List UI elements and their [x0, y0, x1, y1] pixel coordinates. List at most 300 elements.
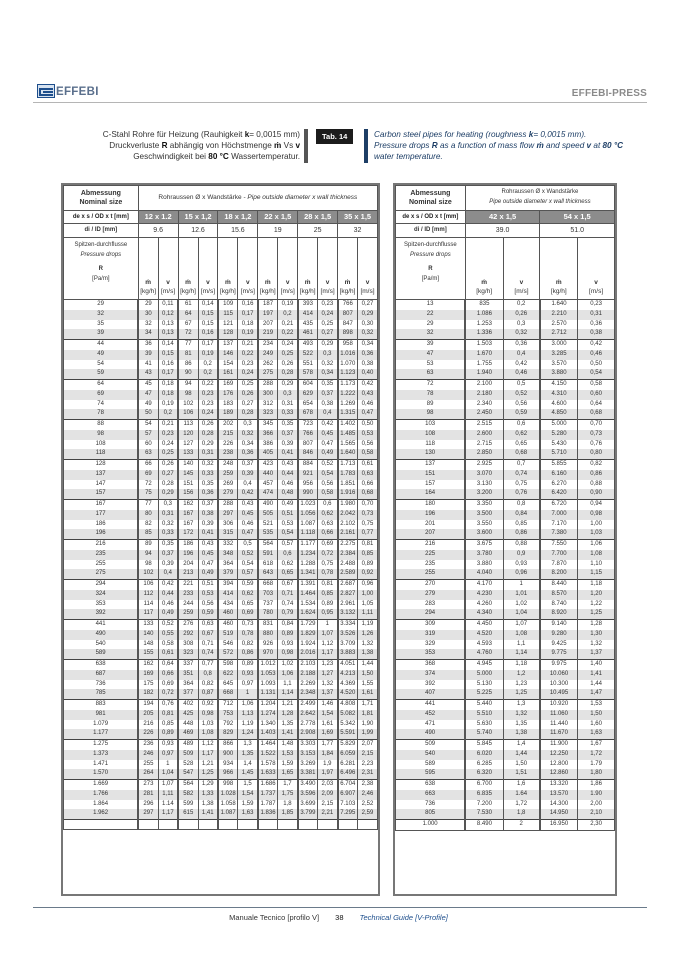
pressure-drop-cell: 47 [396, 350, 466, 360]
mass-flow-cell: 469 [178, 729, 198, 739]
mass-flow-cell: 16.950 [540, 820, 578, 831]
mass-flow-cell: 8.740 [540, 600, 578, 610]
velocity-cell: 1,44 [578, 680, 615, 690]
logo-text: EFFEBI [56, 86, 99, 98]
pressure-drop-cell: 98 [64, 430, 139, 440]
table-row [396, 670, 615, 680]
velocity-cell: 1,8 [278, 800, 298, 810]
pipe-size-header: 35 x 1,5 [338, 211, 378, 224]
velocity-cell: 1,06 [578, 540, 615, 550]
velocity-cell: 0,21 [158, 420, 178, 430]
mass-flow-cell: 2.103 [298, 660, 318, 670]
velocity-cell: 0,49 [318, 449, 338, 459]
pressure-drop-cell: 283 [396, 600, 466, 610]
mass-flow-cell: 5.225 [465, 689, 503, 699]
velocity-cell: 0,14 [158, 340, 178, 350]
mass-flow-cell: 259 [218, 470, 238, 480]
velocity-cell: 0,18 [158, 390, 178, 400]
mass-flow-cell: 5.510 [465, 710, 503, 720]
mass-flow-cell: 248 [218, 460, 238, 470]
velocity-cell: 1,71 [358, 700, 378, 710]
velocity-cell: 0,15 [158, 350, 178, 360]
velocity-cell: 1,77 [318, 740, 338, 750]
inner-diameter-value: 39.0 [465, 224, 540, 238]
table-row [396, 350, 615, 360]
velocity-cell: 1,55 [358, 680, 378, 690]
pressure-drop-cell: 74 [64, 400, 139, 410]
mass-flow-cell: 3.132 [338, 609, 358, 619]
velocity-cell: 2,23 [358, 760, 378, 770]
mass-flow-cell: 255 [138, 760, 158, 770]
mass-flow-cell: 12.860 [540, 769, 578, 779]
mass-flow-cell: 1.391 [298, 580, 318, 590]
velocity-cell: 0,35 [318, 380, 338, 390]
pressure-drop-cell: 78 [64, 409, 139, 419]
mass-flow-cell: 615 [178, 809, 198, 819]
mass-flow-cell: 703 [258, 590, 278, 600]
velocity-cell: 0,70 [358, 500, 378, 510]
velocity-cell: 1,48 [278, 740, 298, 750]
effebi-logo [37, 84, 99, 98]
mass-flow-cell: 1.713 [338, 460, 358, 470]
mass-flow-cell: 140 [138, 630, 158, 640]
od-label: de x s / OD x t [mm] [64, 211, 139, 224]
velocity-cell: 0,88 [578, 480, 615, 490]
velocity-cell: 0,98 [278, 649, 298, 659]
table-row [396, 320, 615, 330]
velocity-cell: 0,73 [578, 430, 615, 440]
mass-flow-cell: 12.800 [540, 760, 578, 770]
velocity-cell [238, 820, 258, 830]
mass-flow-cell: 1.787 [258, 800, 278, 810]
mass-flow-cell: 276 [178, 620, 198, 630]
pressure-drop-cell: 137 [396, 460, 466, 470]
mass-flow-cell: 297 [138, 809, 158, 819]
velocity-cell: 0,86 [238, 649, 258, 659]
velocity-cell: 0,24 [198, 409, 218, 419]
velocity-cell: 1,41 [198, 809, 218, 819]
table-row [396, 580, 615, 590]
velocity-cell: 0,81 [358, 540, 378, 550]
mass-flow-cell: 215 [218, 430, 238, 440]
pressure-drop-cell [64, 820, 139, 830]
mass-flow-cell: 4.593 [465, 640, 503, 650]
mass-flow-unit-header: ṁ [kg/h] [218, 238, 238, 300]
mass-flow-cell: 966 [218, 769, 238, 779]
mass-flow-cell: 3.334 [338, 620, 358, 630]
mass-flow-cell: 493 [298, 340, 318, 350]
mass-flow-cell: 10.920 [540, 700, 578, 710]
velocity-cell: 0,5 [238, 540, 258, 550]
velocity-cell: 1,08 [503, 630, 540, 640]
mass-flow-cell: 3.880 [540, 369, 578, 379]
velocity-cell: 0,70 [578, 420, 615, 430]
table-row [64, 790, 378, 800]
footer-manual-title: Manuale Tecnico [profilo V] [229, 913, 320, 922]
table-row [396, 500, 615, 510]
mass-flow-cell: 528 [178, 760, 198, 770]
mass-flow-cell: 11.440 [540, 720, 578, 730]
mass-flow-cell: 197 [258, 310, 278, 320]
velocity-cell: 0,19 [198, 350, 218, 360]
mass-flow-cell: 72 [178, 329, 198, 339]
velocity-cell: 0,6 [503, 420, 540, 430]
mass-flow-cell: 712 [218, 700, 238, 710]
velocity-cell: 0,94 [578, 500, 615, 510]
table-row [64, 529, 378, 539]
velocity-cell: 0,85 [158, 720, 178, 730]
velocity-cell: 1,17 [318, 649, 338, 659]
mass-flow-cell: 434 [218, 600, 238, 610]
mass-flow-cell: 246 [138, 750, 158, 760]
velocity-cell: 0,82 [578, 460, 615, 470]
velocity-cell: 2,46 [358, 790, 378, 800]
mass-flow-cell: 114 [138, 600, 158, 610]
table-row [396, 820, 615, 831]
pressure-drop-cell: 1.275 [64, 740, 139, 750]
velocity-cell: 1,1 [503, 640, 540, 650]
table-row [64, 649, 378, 659]
velocity-cell: 1,45 [238, 769, 258, 779]
velocity-cell: 0,74 [278, 600, 298, 610]
velocity-cell: 0,46 [158, 600, 178, 610]
mass-flow-cell: 1.288 [298, 560, 318, 570]
velocity-cell: 0,85 [358, 550, 378, 560]
velocity-cell: 0,54 [578, 369, 615, 379]
velocity-cell: 1,9 [318, 760, 338, 770]
title-accent-bar-right [364, 129, 368, 163]
mass-flow-unit-header: ṁ [kg/h] [178, 238, 198, 300]
mass-flow-cell: 1.118 [298, 529, 318, 539]
pressure-drop-cell: 589 [396, 760, 466, 770]
velocity-cell: 0,43 [278, 460, 298, 470]
pressure-drop-cell: 1.766 [64, 790, 139, 800]
mass-flow-cell: 54 [138, 420, 158, 430]
velocity-cell: 0,98 [198, 710, 218, 720]
velocity-cell: 0,59 [198, 609, 218, 619]
velocity-cell: 1,11 [158, 790, 178, 800]
mass-flow-cell: 1.340 [258, 720, 278, 730]
velocity-cell: 0,23 [318, 300, 338, 310]
velocity-cell: 0,26 [158, 460, 178, 470]
velocity-cell: 0,51 [198, 580, 218, 590]
table-row [64, 700, 378, 710]
velocity-cell: 0,85 [503, 520, 540, 530]
mass-flow-cell: 275 [258, 369, 278, 379]
mass-flow-cell: 519 [218, 630, 238, 640]
velocity-cell: 0,26 [198, 420, 218, 430]
mass-flow-cell: 1.402 [338, 420, 358, 430]
velocity-cell: 0,38 [318, 400, 338, 410]
mass-flow-cell: 186 [178, 540, 198, 550]
velocity-cell: 1,4 [238, 760, 258, 770]
mass-flow-cell: 4.170 [465, 580, 503, 590]
mass-flow-cell: 61 [178, 300, 198, 310]
mass-flow-cell: 1.534 [298, 600, 318, 610]
velocity-cell: 0,76 [158, 700, 178, 710]
mass-flow-cell: 50 [138, 409, 158, 419]
velocity-cell: 0,69 [238, 609, 258, 619]
table-row [396, 529, 615, 539]
table-row [64, 510, 378, 520]
velocity-cell: 0,36 [238, 449, 258, 459]
velocity-cell: 1,02 [278, 660, 298, 670]
mass-flow-cell: 11.670 [540, 729, 578, 739]
table-row [396, 540, 615, 550]
mass-flow-cell: 6.281 [338, 760, 358, 770]
velocity-cell: 0,47 [358, 409, 378, 419]
mass-flow-cell: 77 [178, 340, 198, 350]
velocity-cell: 1,84 [318, 750, 338, 760]
velocity-cell: 0,66 [358, 480, 378, 490]
outside-diameter-row [64, 211, 378, 224]
mass-flow-cell: 1.058 [218, 800, 238, 810]
velocity-cell: 1,59 [278, 760, 298, 770]
mass-flow-cell: 2.100 [465, 380, 503, 390]
velocity-cell: 1,63 [238, 809, 258, 819]
mass-flow-cell: 5.280 [540, 430, 578, 440]
mass-flow-cell: 831 [258, 620, 278, 630]
pressure-drop-cell: 108 [64, 440, 139, 450]
mass-flow-cell: 102 [178, 400, 198, 410]
table-row [396, 440, 615, 450]
table-row [64, 360, 378, 370]
mass-flow-cell: 4.760 [465, 649, 503, 659]
mass-flow-cell: 4.369 [338, 680, 358, 690]
pressure-drop-cell: 687 [64, 670, 139, 680]
velocity-cell: 0,47 [198, 560, 218, 570]
pressure-drop-cell: 29 [64, 300, 139, 310]
velocity-cell: 0,39 [198, 520, 218, 530]
mass-flow-cell: 1.336 [465, 329, 503, 339]
mass-flow-cell: 6.160 [540, 470, 578, 480]
velocity-cell: 0,37 [198, 500, 218, 510]
header-divider [33, 102, 647, 103]
pressure-drop-cell: 128 [64, 460, 139, 470]
mass-flow-cell: 1.253 [465, 320, 503, 330]
mass-flow-cell: 2.827 [338, 590, 358, 600]
mass-flow-cell: 306 [218, 520, 238, 530]
mass-flow-cell: 2.908 [298, 729, 318, 739]
table-row [64, 400, 378, 410]
velocity-cell: 1,8 [503, 809, 540, 819]
velocity-cell: 0,36 [358, 350, 378, 360]
velocity-cell: 0,37 [278, 430, 298, 440]
velocity-cell: 1,86 [578, 780, 615, 790]
mass-flow-cell: 3.285 [540, 350, 578, 360]
velocity-cell: 1,35 [278, 720, 298, 730]
mass-flow-cell: 69 [138, 470, 158, 480]
velocity-cell: 1,05 [358, 600, 378, 610]
table-row [64, 689, 378, 699]
velocity-cell: 1,17 [198, 750, 218, 760]
velocity-cell: 0,4 [158, 569, 178, 579]
mass-flow-cell: 3.500 [465, 510, 503, 520]
velocity-cell: 0,15 [198, 310, 218, 320]
title-english: Carbon steel pipes for heating (roughness k= 0,0015 mm). Pressure drops R as a function of mass flow ṁ and speed v at 80 °C water temperature. [374, 130, 624, 161]
velocity-cell: 0,42 [578, 340, 615, 350]
mass-flow-cell: 753 [218, 710, 238, 720]
velocity-cell: 1,47 [578, 689, 615, 699]
velocity-cell: 0,78 [238, 630, 258, 640]
velocity-cell: 0,52 [238, 550, 258, 560]
mass-flow-cell: 474 [258, 489, 278, 499]
table-row [396, 660, 615, 670]
velocity-cell: 1,41 [278, 729, 298, 739]
velocity-cell: 1,21 [198, 760, 218, 770]
velocity-cell: 1,38 [503, 729, 540, 739]
mass-flow-cell: 194 [138, 700, 158, 710]
velocity-cell: 0,42 [503, 360, 540, 370]
mass-flow-cell: 7.103 [338, 800, 358, 810]
velocity-cell: 0,65 [278, 569, 298, 579]
velocity-unit-header: v [m/s] [238, 238, 258, 300]
mass-flow-cell: 926 [258, 640, 278, 650]
mass-flow-cell: 98 [178, 390, 198, 400]
footer-divider [33, 907, 647, 908]
mass-flow-cell: 509 [178, 750, 198, 760]
mass-flow-cell: 521 [258, 520, 278, 530]
velocity-cell: 0,25 [278, 350, 298, 360]
mass-flow-cell: 315 [218, 529, 238, 539]
velocity-cell: 0,31 [278, 400, 298, 410]
mass-flow-cell: 547 [178, 769, 198, 779]
velocity-cell: 0,73 [358, 510, 378, 520]
mass-flow-cell: 45 [138, 380, 158, 390]
pressure-drop-cell: 151 [396, 470, 466, 480]
velocity-cell: 0,62 [238, 590, 258, 600]
table-row [64, 500, 378, 510]
inner-diameter-value: 15.6 [218, 224, 258, 238]
mass-flow-cell: 460 [218, 620, 238, 630]
table-row [396, 740, 615, 750]
velocity-cell: 1,01 [503, 590, 540, 600]
mass-flow-cell: 766 [298, 430, 318, 440]
velocity-cell: 1,23 [503, 680, 540, 690]
pressure-drop-cell: 309 [396, 620, 466, 630]
mass-flow-cell: 47 [138, 390, 158, 400]
velocity-cell: 0,50 [358, 420, 378, 430]
velocity-cell: 0,8 [503, 500, 540, 510]
velocity-cell: 1,61 [318, 720, 338, 730]
velocity-cell: 0,37 [238, 460, 258, 470]
mass-flow-cell: 140 [178, 460, 198, 470]
velocity-cell: 0,93 [503, 560, 540, 570]
velocity-cell: 1,7 [278, 780, 298, 790]
mass-flow-cell: 2.188 [298, 670, 318, 680]
mass-flow-cell: 3.200 [465, 489, 503, 499]
pressure-drop-cell: 981 [64, 710, 139, 720]
velocity-cell: 0,32 [503, 329, 540, 339]
velocity-cell: 1.79 [578, 760, 615, 770]
mass-flow-cell: 1.851 [338, 480, 358, 490]
velocity-cell: 0,90 [578, 489, 615, 499]
table-row [64, 340, 378, 350]
table-row [396, 790, 615, 800]
mass-flow-cell: 2.275 [338, 540, 358, 550]
pressure-drop-cell: 736 [64, 680, 139, 690]
inner-diameter-value: 51.0 [540, 224, 615, 238]
page-number: 38 [335, 913, 344, 922]
mass-flow-cell: 281 [138, 790, 158, 800]
table-row [64, 620, 378, 630]
mass-flow-cell: 2.515 [465, 420, 503, 430]
pressure-drop-cell: 471 [396, 720, 466, 730]
velocity-cell: 1,02 [503, 600, 540, 610]
pressure-drop-cell: 1.000 [396, 820, 466, 831]
table-row [64, 600, 378, 610]
mass-flow-cell: 156 [178, 489, 198, 499]
mass-flow-cell: 13.570 [540, 790, 578, 800]
mass-flow-cell: 169 [218, 380, 238, 390]
velocity-cell: 0,81 [318, 580, 338, 590]
pressure-drop-cell: 452 [396, 710, 466, 720]
mass-flow-cell: 2.161 [338, 529, 358, 539]
velocity-cell: 0,34 [238, 440, 258, 450]
pressure-drop-cell: 255 [64, 560, 139, 570]
velocity-cell: 0,18 [238, 320, 258, 330]
mass-flow-cell: 3.070 [465, 470, 503, 480]
mass-flow-cell: 169 [138, 670, 158, 680]
velocity-cell: 0,58 [578, 380, 615, 390]
velocity-cell: 0,2 [198, 360, 218, 370]
mass-flow-cell: 292 [178, 630, 198, 640]
units-row [396, 238, 615, 300]
velocity-cell: 0,75 [358, 520, 378, 530]
mass-flow-cell: 3.130 [465, 480, 503, 490]
velocity-cell: 0,25 [318, 320, 338, 330]
velocity-cell: 1,04 [158, 769, 178, 779]
mass-flow-cell: 366 [258, 430, 278, 440]
mass-flow-cell: 297 [218, 510, 238, 520]
mass-flow-cell: 213 [178, 569, 198, 579]
table-row [396, 470, 615, 480]
velocity-cell: 0,61 [158, 649, 178, 659]
pressure-drop-cell: 638 [396, 780, 466, 790]
velocity-cell: 0,32 [318, 360, 338, 370]
table-row [64, 630, 378, 640]
mass-flow-cell: 137 [218, 340, 238, 350]
mass-flow-cell: 249 [258, 350, 278, 360]
mass-flow-cell: 5.130 [465, 680, 503, 690]
mass-flow-cell: 1.056 [298, 510, 318, 520]
velocity-cell: 1,33 [198, 790, 218, 800]
velocity-cell: 1,75 [278, 790, 298, 800]
table-row [396, 369, 615, 379]
velocity-cell: 0,84 [503, 510, 540, 520]
mass-flow-cell: 572 [218, 649, 238, 659]
velocity-cell: 0,29 [278, 380, 298, 390]
table-row [64, 390, 378, 400]
pressure-drop-cell: 98 [396, 409, 466, 419]
id-label: di / ID [mm] [396, 224, 466, 238]
velocity-cell: 0,17 [238, 310, 258, 320]
velocity-cell: 0,41 [278, 449, 298, 459]
velocity-cell: 0,85 [318, 590, 338, 600]
mass-flow-cell: 578 [298, 369, 318, 379]
mass-flow-cell: 9.975 [540, 660, 578, 670]
mass-flow-cell: 2.687 [338, 580, 358, 590]
table-row [64, 580, 378, 590]
velocity-cell: 0,63 [358, 470, 378, 480]
velocity-cell: 1,3 [503, 700, 540, 710]
mass-flow-cell: 2.384 [338, 550, 358, 560]
pressure-drop-cell: 736 [396, 800, 466, 810]
table-row [396, 460, 615, 470]
pressure-drop-cell: 164 [396, 489, 466, 499]
table-row [396, 620, 615, 630]
mass-flow-cell: 9.775 [540, 649, 578, 659]
